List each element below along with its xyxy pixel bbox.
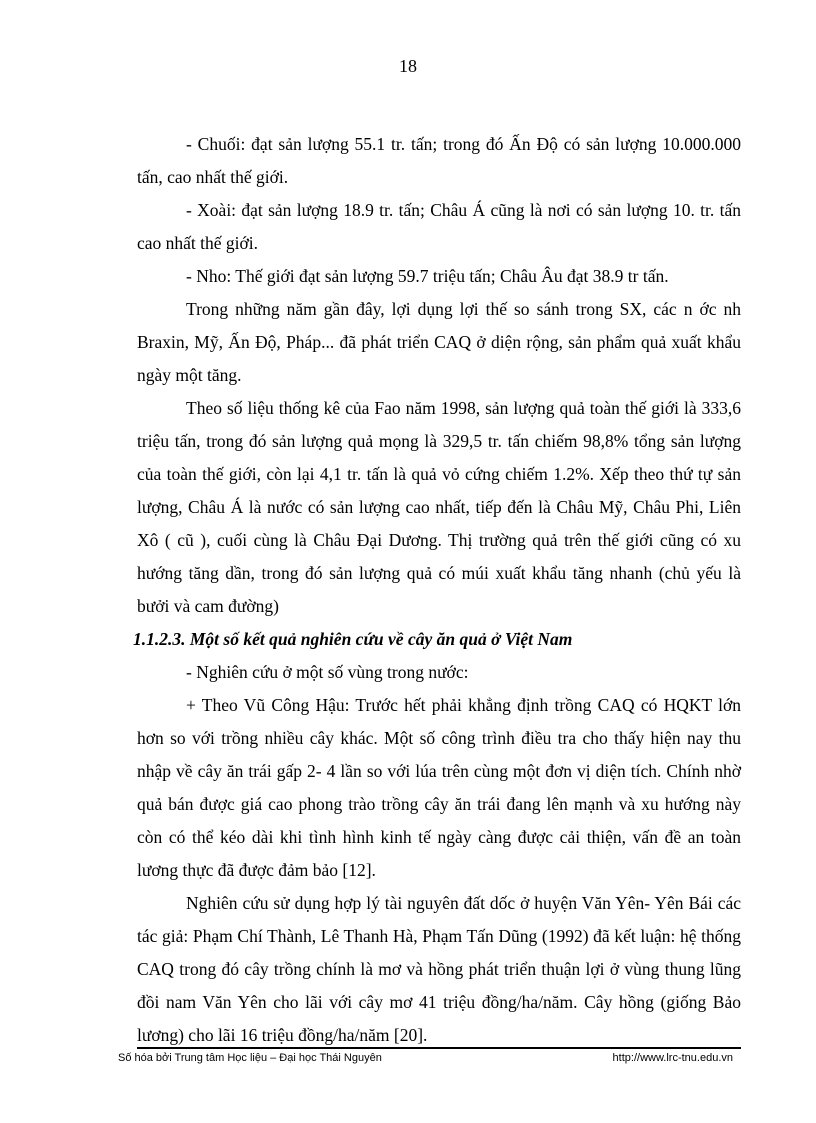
paragraph-mango: - Xoài: đạt sản lượng 18.9 tr. tấn; Châu Á cũng là nơi có sản lượng 10. tr. tấn cao nhất thế giới. — [137, 200, 741, 253]
paragraph-recent-years: Trong những năm gần đây, lợi dụng lợi thế so sánh trong SX, các n ớc nh Braxin, Mỹ, Ấn Độ, Pháp... đã phát triển CAQ ở diện rộng, sản phẩm quả xuất khẩu ngày một tăng. — [137, 299, 741, 385]
document-body — [133, 128, 741, 1052]
paragraph-banana: - Chuối: đạt sản lượng 55.1 tr. tấn; trong đó Ấn Độ có sản lượng 10.000.000 tấn, cao nhất thế giới. — [137, 134, 741, 187]
paragraph-domestic-research: - Nghiên cứu ở một số vùng trong nước: — [186, 662, 469, 682]
paragraph-vu-cong-hau: + Theo Vũ Công Hậu: Trước hết phải khẳng định trồng CAQ có HQKT lớn hơn so với trồng nhiều cây khác. Một số công trình điều tra cho thấy hiện nay thu nhập về cây ăn trái gấp 2- 4 lần so với lúa trên cùng một đơn vị diện tích. Chính nhờ quả bán được giá cao phong trào trồng cây ăn trái đang lên mạnh và xu hướng này còn có thể kéo dài khi tình hình kinh tế ngày càng được cải thiện, vấn đề an toàn lương thực đã được đảm bảo [12]. — [137, 695, 741, 880]
footer-url: http://www.lrc-tnu.edu.vn — [612, 1052, 733, 1064]
page-number: 18 — [399, 56, 417, 76]
paragraph-grape: - Nho: Thế giới đạt sản lượng 59.7 triệu tấn; Châu Âu đạt 38.9 tr tấn. — [186, 266, 669, 286]
footer-divider — [137, 1047, 741, 1049]
footer-credit: Số hóa bởi Trung tâm Học liệu – Đại học Thái Nguyên — [118, 1052, 382, 1064]
paragraph-van-yen: Nghiên cứu sử dụng hợp lý tài nguyên đất dốc ở huyện Văn Yên- Yên Bái các tác giả: Phạm Chí Thành, Lê Thanh Hà, Phạm Tấn Dũng (1992) đã kết luận: hệ thống CAQ trong đó cây trồng chính là mơ và hồng phát triển thuận lợi ở vùng thung lũng đồi nam Văn Yên cho lãi với cây mơ 41 triệu đồng/ha/năm. Cây hồng (giống Bảo lương) cho lãi 16 triệu đồng/ha/năm [20]. — [137, 893, 741, 1045]
paragraph-fao-statistics: Theo số liệu thống kê của Fao năm 1998, sản lượng quả toàn thế giới là 333,6 triệu tấn, trong đó sản lượng quả mọng là 329,5 tr. tấn chiếm 98,8% tổng sản lượng của toàn thế giới, còn lại 4,1 tr. tấn là quả vỏ cứng chiếm 1.2%. Xếp theo thứ tự sản lượng, Châu Á là nước có sản lượng cao nhất, tiếp đến là Châu Mỹ, Châu Phi, Liên Xô ( cũ ), cuối cùng là Châu Đại Dương. Thị trường quả trên thế giới cũng có xu hướng tăng dần, trong đó sản lượng quả có múi xuất khẩu tăng nhanh (chủ yếu là bưởi và cam đường) — [137, 398, 741, 616]
section-heading: 1.1.2.3. Một số kết quả nghiên cứu về cây ăn quả ở Việt Nam — [133, 629, 573, 649]
